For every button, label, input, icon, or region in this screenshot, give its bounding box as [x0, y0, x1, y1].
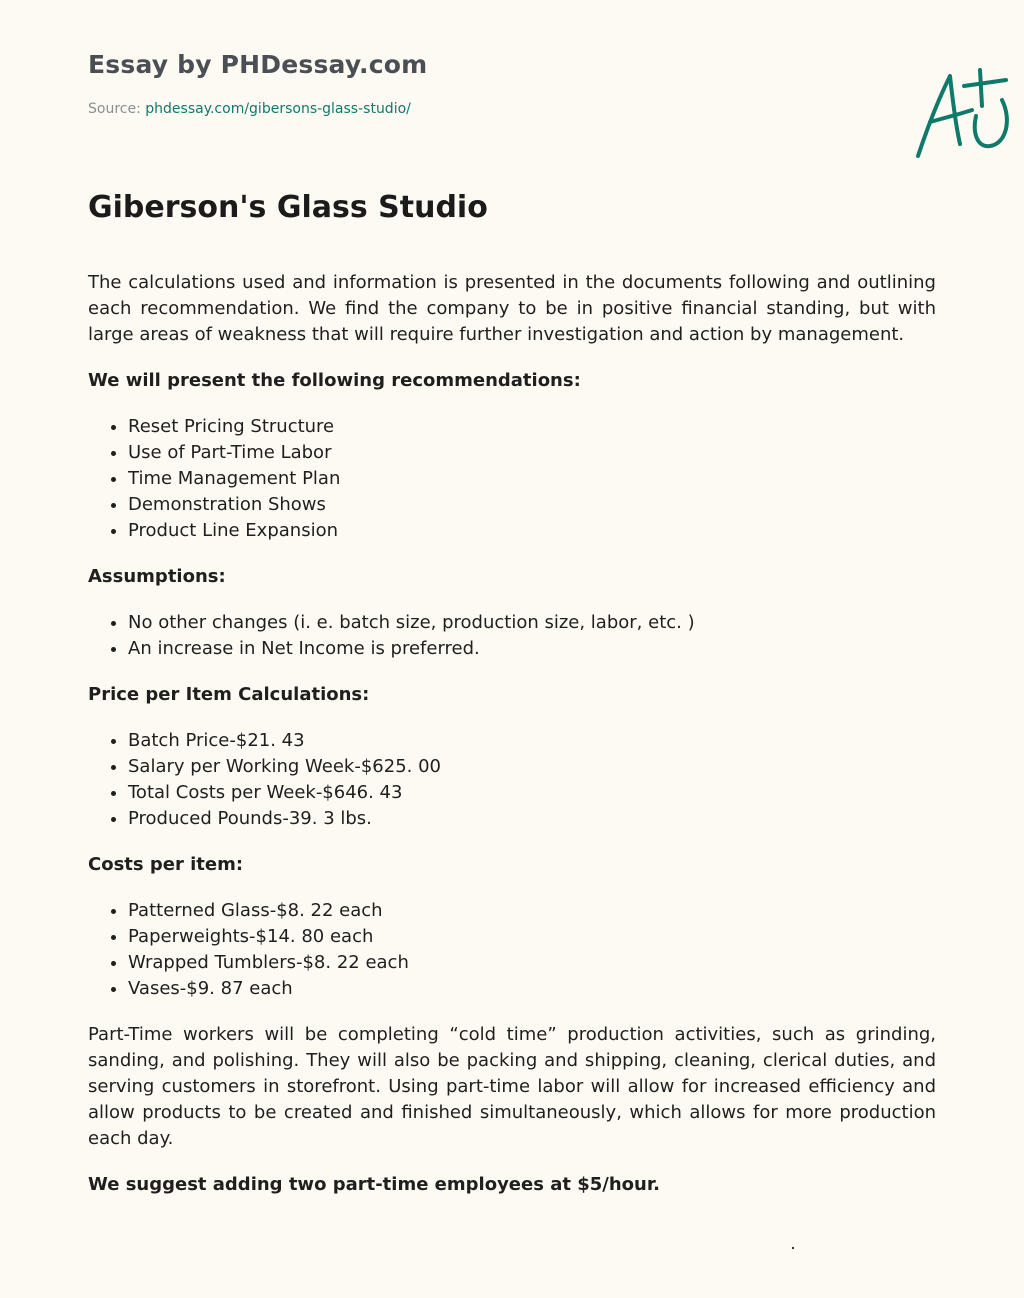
- essay-body: [88, 270, 936, 1218]
- list-item: • Patterned Glass-$8. 22 each: [128, 898, 936, 924]
- price-calc-heading: Price per Item Calculations:: [88, 684, 370, 705]
- list-item: • An increase in Net Income is preferred.: [128, 636, 936, 662]
- decorative-dot: [792, 1247, 794, 1249]
- list-item: • Demonstration Shows: [128, 492, 936, 518]
- intro-paragraph: The calculations used and information is presented in the documents following and outlining each recommendation. We find the company to be in positive financial standing, but with large areas of weakness that will require further investigation and action by management.: [88, 272, 936, 345]
- page-title: Giberson's Glass Studio: [88, 190, 488, 225]
- assumptions-list: [88, 610, 936, 662]
- list-item: • Wrapped Tumblers-$8. 22 each: [128, 950, 936, 976]
- list-item: • Salary per Working Week-$625. 00: [128, 754, 936, 780]
- costs-list: [88, 898, 936, 1002]
- list-item: • Use of Part-Time Labor: [128, 440, 936, 466]
- assumptions-heading: Assumptions:: [88, 566, 226, 587]
- recommendations-list: [88, 414, 936, 544]
- recommendations-heading: We will present the following recommendations:: [88, 370, 581, 391]
- list-item: • Vases-$9. 87 each: [128, 976, 936, 1002]
- list-item: • Produced Pounds-39. 3 lbs.: [128, 806, 936, 832]
- list-item: • Time Management Plan: [128, 466, 936, 492]
- source-line: [88, 101, 411, 117]
- a-plus-grade-icon: [910, 64, 1016, 162]
- list-item: • Batch Price-$21. 43: [128, 728, 936, 754]
- list-item: • No other changes (i. e. batch size, production size, labor, etc. ): [128, 610, 936, 636]
- price-calc-list: [88, 728, 936, 832]
- list-item: • Product Line Expansion: [128, 518, 936, 544]
- brand-title: Essay by PHDessay.com: [88, 50, 428, 79]
- part-time-paragraph: Part-Time workers will be completing “cold time” production activities, such as grinding, sanding, and polishing. They will also be packing and shipping, cleaning, clerical duties, and serving customers in storefront. Using part-time labor will allow for increased efficiency and allow products to be created and finished simultaneously, which allows for more production each day.: [88, 1024, 936, 1149]
- source-link[interactable]: phdessay.com/gibersons-glass-studio/: [145, 101, 411, 117]
- source-label: Source:: [88, 101, 146, 117]
- suggestion-text: We suggest adding two part-time employees at $5/hour.: [88, 1174, 660, 1195]
- list-item: • Paperweights-$14. 80 each: [128, 924, 936, 950]
- list-item: • Reset Pricing Structure: [128, 414, 936, 440]
- list-item: • Total Costs per Week-$646. 43: [128, 780, 936, 806]
- costs-heading: Costs per item:: [88, 854, 244, 875]
